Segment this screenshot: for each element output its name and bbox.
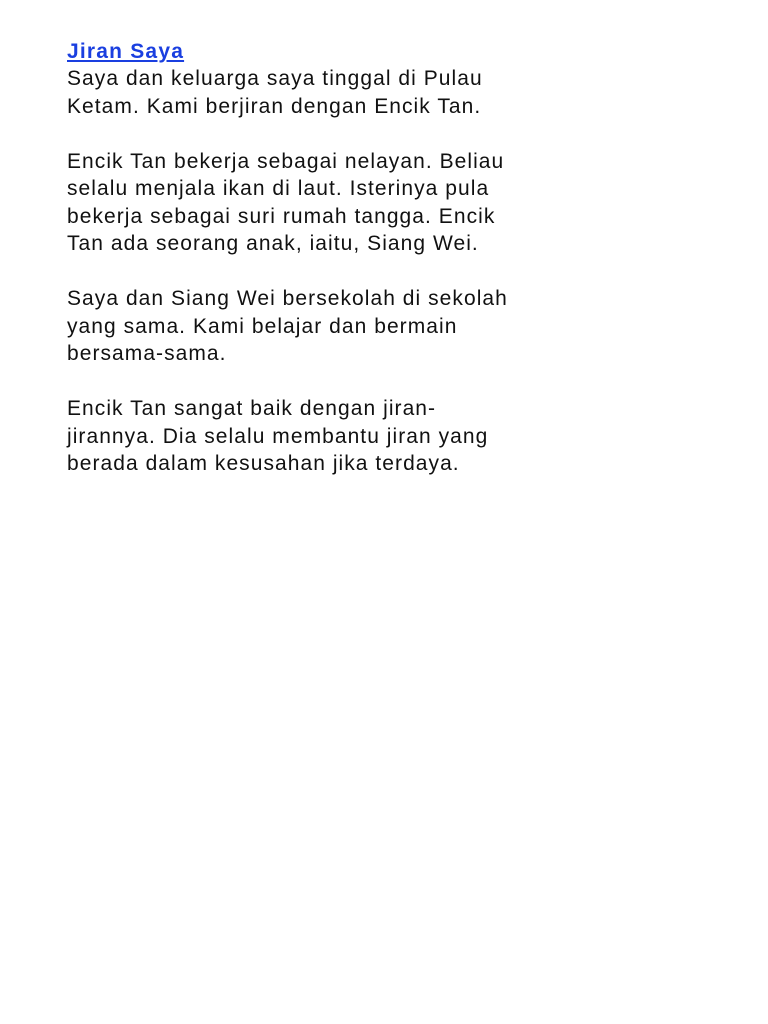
paragraph-3: Saya dan Siang Wei bersekolah di sekolah yang sama. Kami belajar dan bermain bersama-sama.: [67, 287, 508, 365]
document-body: [67, 38, 727, 505]
document-title-link[interactable]: Jiran Saya: [67, 40, 185, 63]
paragraph-2: Encik Tan bekerja sebagai nelayan. Beliau selalu menjala ikan di laut. Isterinya pula bekerja sebagai suri rumah tangga. Encik Tan ada seorang anak, iaitu, Siang Wei.: [67, 149, 505, 255]
paragraph-1: Saya dan keluarga saya tinggal di Pulau Ketam. Kami berjiran dengan Encik Tan.: [67, 67, 483, 118]
paragraph-4: Encik Tan sangat baik dengan jiran- jirannya. Dia selalu membantu jiran yang berada dalam kesusahan jika terdaya.: [67, 397, 489, 475]
